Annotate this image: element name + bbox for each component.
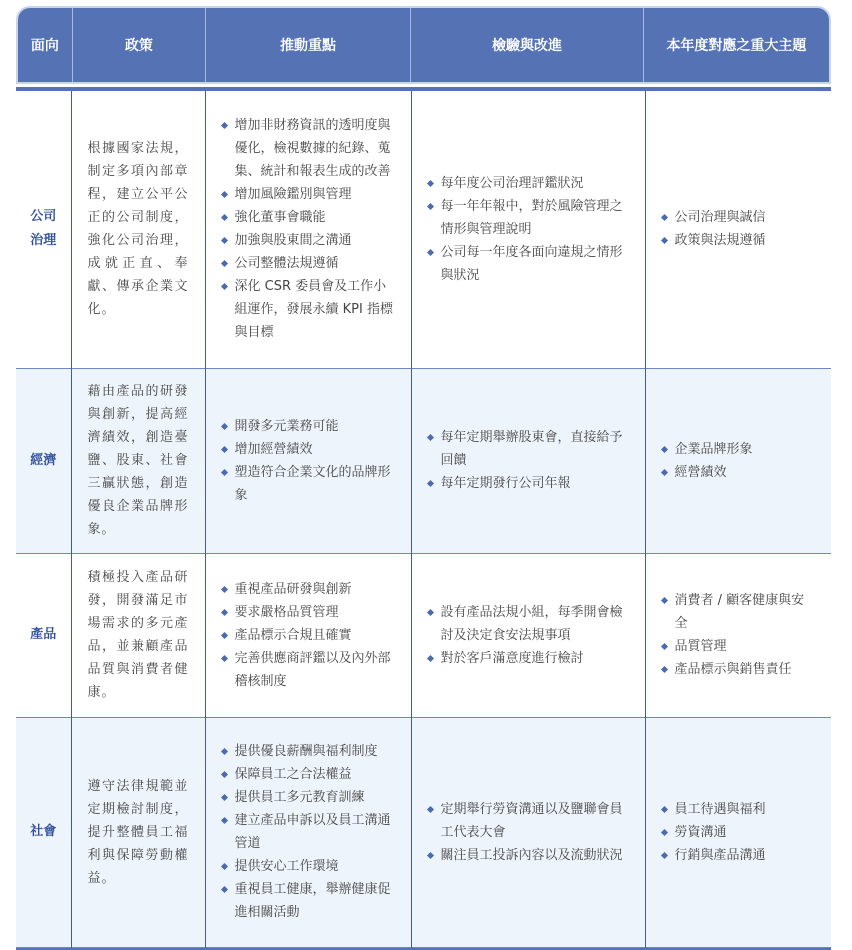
list-item: 開發多元業務可能	[220, 415, 397, 438]
header-focus: 推動重點	[206, 8, 411, 82]
topics-list	[646, 589, 832, 681]
list-item: 定期舉行勞資溝通以及鹽聯會員工代表大會	[426, 798, 631, 844]
list-item: 公司治理與誠信	[660, 206, 818, 229]
row-review	[411, 553, 645, 717]
row-review	[411, 91, 645, 368]
list-item: 每年度公司治理評鑑狀況	[426, 172, 631, 195]
row-face	[16, 717, 71, 947]
header-face: 面向	[18, 8, 73, 82]
list-item: 強化董事會職能	[220, 206, 397, 229]
focus-list	[206, 415, 411, 507]
row-topics	[645, 91, 831, 368]
list-item: 對於客戶滿意度進行檢討	[426, 647, 631, 670]
row-policy: 積極投入產品研發，開發滿足市場需求的多元產品，並兼顧產品品質與消費者健康。	[71, 553, 205, 717]
list-item: 政策與法規遵循	[660, 229, 818, 252]
list-item: 要求嚴格品質管理	[220, 601, 397, 624]
row-face	[16, 368, 71, 553]
list-item: 重視產品研發與創新	[220, 578, 397, 601]
row-topics	[645, 553, 831, 717]
list-item: 產品標示與銷售責任	[660, 658, 818, 681]
topics-list	[646, 438, 832, 484]
list-item: 深化 CSR 委員會及工作小組運作，發展永續 KPI 指標與目標	[220, 275, 397, 344]
list-item: 提供優良薪酬與福利制度	[220, 740, 397, 763]
row-face	[16, 91, 71, 368]
list-item: 員工待遇與福利	[660, 798, 818, 821]
list-item: 每年定期舉辦股東會，直接給予回饋	[426, 426, 631, 472]
row-focus	[205, 717, 411, 947]
list-item: 每年定期發行公司年報	[426, 472, 631, 495]
focus-list	[206, 578, 411, 693]
list-item: 公司每一年度各面向違規之情形與狀況	[426, 241, 631, 287]
table-row	[16, 553, 831, 717]
list-item: 行銷與產品溝通	[660, 844, 818, 867]
face-label: 社會	[30, 824, 57, 839]
list-item: 提供安心工作環境	[220, 855, 397, 878]
focus-list	[206, 114, 411, 344]
review-list	[412, 172, 645, 287]
list-item: 塑造符合企業文化的品牌形象	[220, 461, 397, 507]
list-item: 消費者 / 顧客健康與安全	[660, 589, 818, 635]
list-item: 公司整體法規遵循	[220, 252, 397, 275]
row-face	[16, 553, 71, 717]
row-policy: 根據國家法規，制定多項內部章程，建立公平公正的公司制度，強化公司治理，成就正直、奉獻、傳承企業文化。	[71, 91, 205, 368]
table-row	[16, 91, 831, 368]
table-row	[16, 368, 831, 553]
topics-list	[646, 798, 832, 867]
row-focus	[205, 91, 411, 368]
list-item: 品質管理	[660, 635, 818, 658]
policy-table	[16, 6, 831, 950]
row-policy: 藉由產品的研發與創新，提高經濟績效，創造臺鹽、股東、社會三贏狀態，創造優良企業品牌形象。	[71, 368, 205, 553]
list-item: 經營績效	[660, 461, 818, 484]
review-list	[412, 798, 645, 867]
review-list	[412, 426, 645, 495]
topics-list	[646, 206, 832, 252]
list-item: 每一年年報中，對於風險管理之情形與管理說明	[426, 195, 631, 241]
face-label: 產品	[30, 627, 57, 642]
list-item: 重視員工健康，舉辦健康促進相關活動	[220, 878, 397, 924]
list-item: 加強與股東間之溝通	[220, 229, 397, 252]
list-item: 完善供應商評鑑以及內外部稽核制度	[220, 647, 397, 693]
table-header	[16, 6, 831, 84]
list-item: 關注員工投訴內容以及流動狀況	[426, 844, 631, 867]
list-item: 建立產品申訴以及員工溝通管道	[220, 809, 397, 855]
list-item: 產品標示合規且確實	[220, 624, 397, 647]
row-focus	[205, 368, 411, 553]
face-label: 治理	[30, 233, 57, 249]
row-topics	[645, 368, 831, 553]
header-policy: 政策	[73, 8, 206, 82]
face-label: 經濟	[30, 452, 57, 468]
row-review	[411, 368, 645, 553]
list-item: 勞資溝通	[660, 821, 818, 844]
row-focus	[205, 553, 411, 717]
face-label: 公司	[30, 209, 57, 225]
header-review: 檢驗與改進	[411, 8, 644, 82]
row-review	[411, 717, 645, 947]
header-topics: 本年度對應之重大主題	[666, 38, 807, 54]
row-policy: 遵守法律規範並定期檢討制度，提升整體員工福利與保障勞動權益。	[71, 717, 205, 947]
focus-list	[206, 740, 411, 924]
list-item: 增加非財務資訊的透明度與優化，檢視數據的紀錄、蒐集、統計和報表生成的改善	[220, 114, 397, 183]
list-item: 設有產品法規小組，每季開會檢討及決定食安法規事項	[426, 601, 631, 647]
row-topics	[645, 717, 831, 947]
list-item: 保障員工之合法權益	[220, 763, 397, 786]
list-item: 提供員工多元教育訓練	[220, 786, 397, 809]
list-item: 增加經營績效	[220, 438, 397, 461]
review-list	[412, 601, 645, 670]
table-body	[16, 91, 831, 948]
list-item: 增加風險鑑別與管理	[220, 183, 397, 206]
table-row	[16, 717, 831, 947]
list-item: 企業品牌形象	[660, 438, 818, 461]
